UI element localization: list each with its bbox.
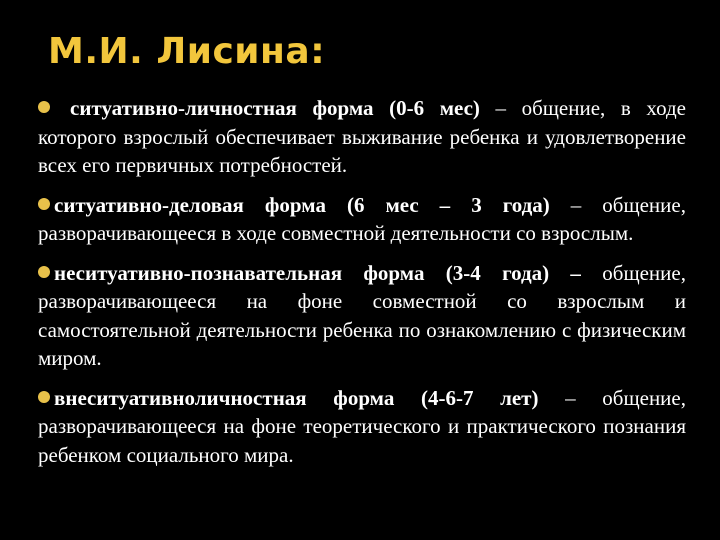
item-term: внеситуативноличностная форма (4-6-7 лет) — [54, 385, 539, 410]
item-text: – общение, разворачивающееся на фоне теоретического и практического познания ребенком социального мира. — [38, 385, 686, 467]
bullet-list — [38, 94, 686, 469]
bullet-icon — [38, 198, 50, 210]
list-item-extra-situational-cognitive — [38, 259, 686, 373]
item-term: ситуативно-деловая форма (6 мес – 3 года) — [54, 192, 550, 217]
item-term: ситуативно-личностная форма (0-6 мес) — [70, 96, 480, 120]
bullet-icon — [38, 391, 50, 403]
item-text: – общение, разворачивающееся в ходе совместной деятельности со взрослым. — [38, 192, 686, 245]
item-text: общение, разворачивающееся на фоне совместной со взрослым и самостоятельной деятельности ребенка по ознакомлению с физическим миром. — [38, 260, 686, 370]
item-term: неситуативно-познавательная форма (3-4 года) – — [54, 260, 581, 285]
list-item-situational-personal — [38, 94, 686, 180]
list-item-extra-situational-personal — [38, 384, 686, 470]
bullet-icon — [38, 101, 50, 113]
slide-title: М.И. Лисина: — [48, 31, 326, 72]
bullet-icon — [38, 266, 50, 278]
list-item-situational-business — [38, 191, 686, 248]
item-text: – общение, в ходе которого взрослый обеспечивает выживание ребенка и удовлетворение всех его первичных потребностей. — [38, 96, 686, 177]
